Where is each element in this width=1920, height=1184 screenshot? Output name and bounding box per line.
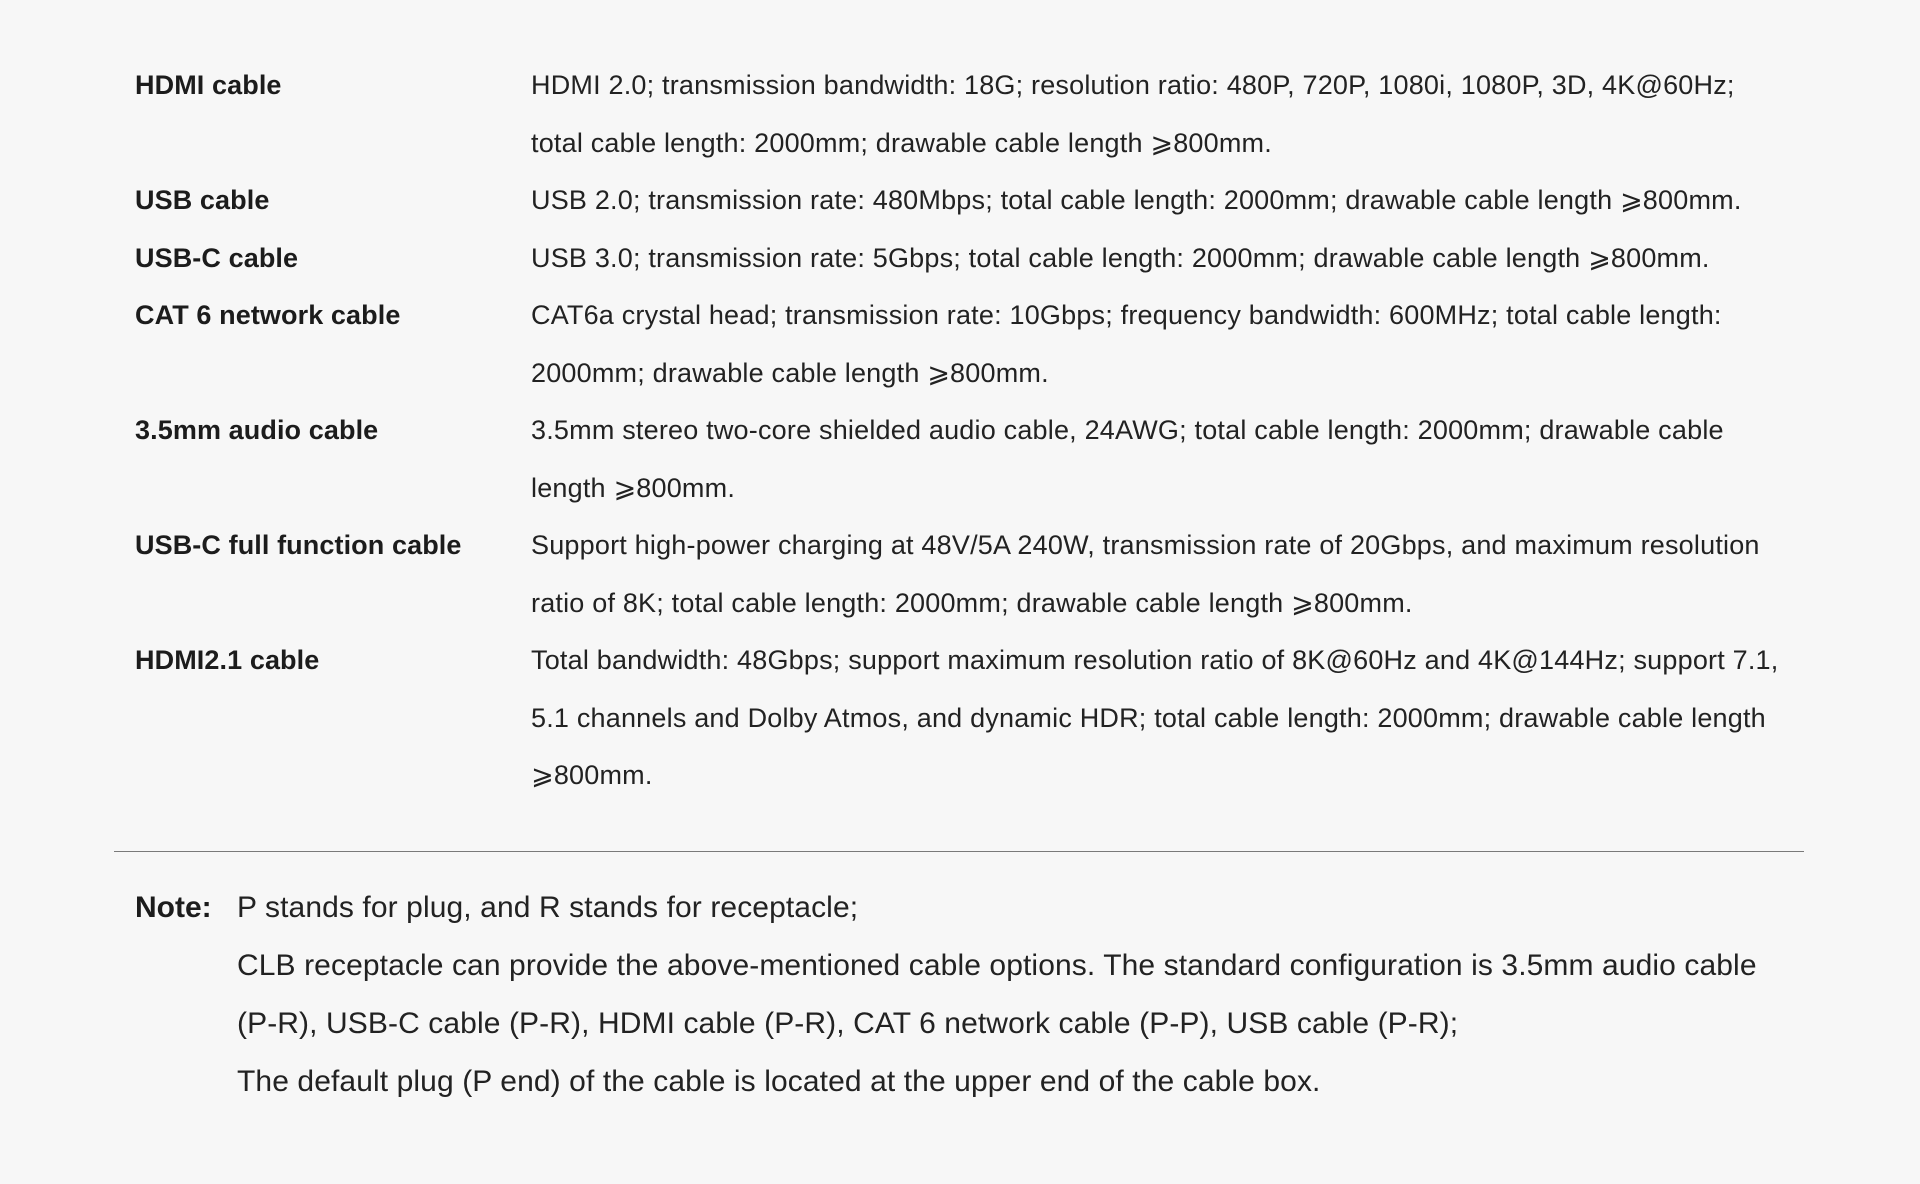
section-divider <box>114 851 1804 852</box>
spec-name: HDMI2.1 cable <box>135 645 320 675</box>
spec-description: HDMI 2.0; transmission bandwidth: 18G; resolution ratio: 480P, 720P, 1080i, 1080P, 3D, 4K@60Hz; total cable length: 2000mm; drawable cable length ⩾800mm. <box>531 70 1735 158</box>
spec-row-usb-c-cable <box>135 230 1785 288</box>
spec-description: Support high-power charging at 48V/5A 240W, transmission rate of 20Gbps, and maximum resolution ratio of 8K; total cable length: 2000mm; drawable cable length ⩾800mm. <box>531 530 1760 618</box>
note-line: The default plug (P end) of the cable is located at the upper end of the cable box. <box>237 1065 1321 1098</box>
cable-spec-table <box>135 57 1785 805</box>
spec-description: 3.5mm stereo two-core shielded audio cable, 24AWG; total cable length: 2000mm; drawable cable length ⩾800mm. <box>531 415 1724 503</box>
note-label: Note: <box>135 891 212 924</box>
spec-name: USB-C cable <box>135 242 299 273</box>
spec-row-audio-cable <box>135 402 1785 517</box>
spec-row-cat6-network-cable <box>135 287 1785 402</box>
spec-description: Total bandwidth: 48Gbps; support maximum resolution ratio of 8K@60Hz and 4K@144Hz; support 7.1, 5.1 channels and Dolby Atmos, and dynamic HDR; total cable length: 2000mm; drawable cable length ⩾800mm. <box>531 645 1779 790</box>
spec-name: USB-C full function cable <box>135 530 462 560</box>
spec-row-usb-c-full-function-cable <box>135 517 1785 632</box>
spec-name: USB cable <box>135 185 270 215</box>
spec-description: CAT6a crystal head; transmission rate: 10Gbps; frequency bandwidth: 600MHz; total cable length: 2000mm; drawable cable length ⩾800mm. <box>531 300 1722 388</box>
spec-description: USB 3.0; transmission rate: 5Gbps; total cable length: 2000mm; drawable cable length ⩾800mm. <box>531 242 1710 273</box>
spec-name: HDMI cable <box>135 70 282 100</box>
spec-row-hdmi21-cable <box>135 632 1785 805</box>
note-line: CLB receptacle can provide the above-mentioned cable options. The standard configuration is 3.5mm audio cable (P-R), USB-C cable (P-R), HDMI cable (P-R), CAT 6 network cable (P-P), USB cable (P-R); <box>237 949 1757 1040</box>
spec-row-usb-cable <box>135 172 1785 230</box>
note-lines <box>237 879 1782 1111</box>
note-section <box>135 879 1785 1111</box>
spec-name: CAT 6 network cable <box>135 300 401 330</box>
spec-description: USB 2.0; transmission rate: 480Mbps; total cable length: 2000mm; drawable cable length ⩾800mm. <box>531 185 1742 215</box>
spec-name: 3.5mm audio cable <box>135 415 379 445</box>
note-line: P stands for plug, and R stands for receptacle; <box>237 891 859 924</box>
spec-row-hdmi-cable <box>135 57 1785 172</box>
